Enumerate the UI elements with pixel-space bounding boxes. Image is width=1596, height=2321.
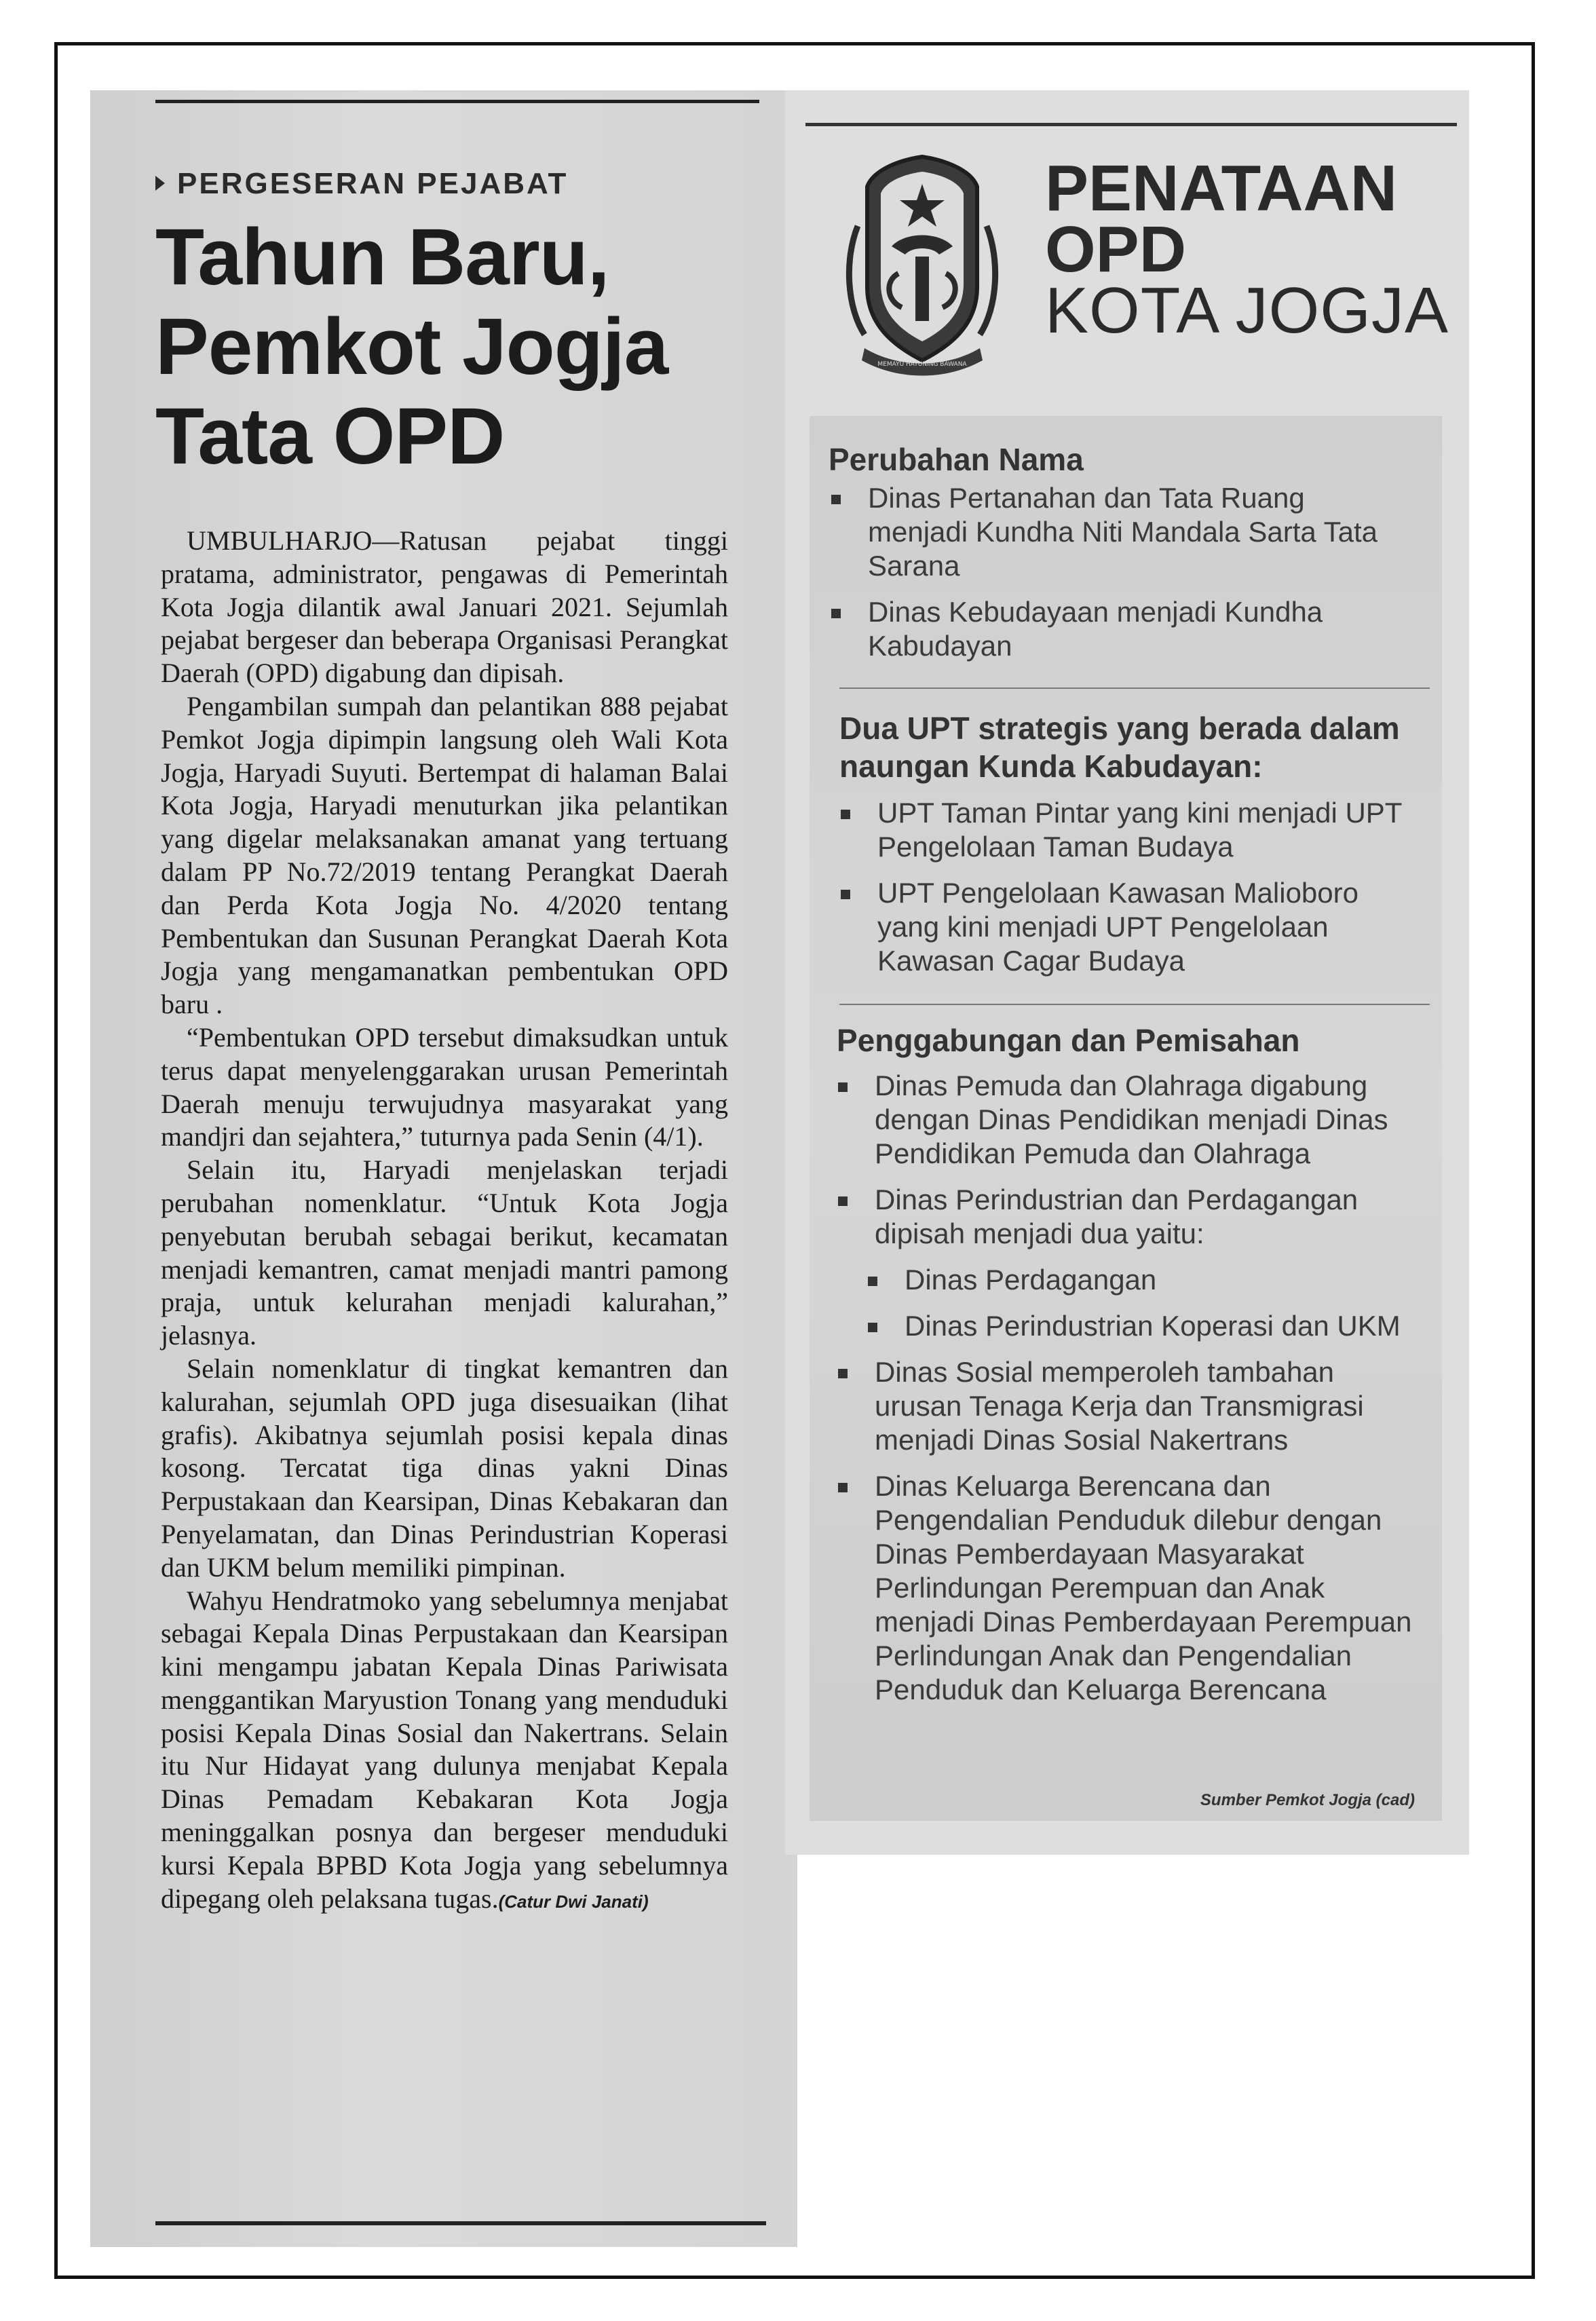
section-divider bbox=[839, 1004, 1430, 1005]
infographic-title bbox=[1045, 152, 1449, 347]
headline-line-2: Pemkot Jogja bbox=[155, 302, 668, 392]
top-rule bbox=[155, 100, 759, 103]
article-kicker bbox=[155, 167, 568, 201]
infographic-box bbox=[810, 416, 1442, 1821]
section-divider bbox=[839, 687, 1430, 689]
article-paragraph-3: “Pembentukan OPD tersebut dimaksudkan untuk terus dapat menyelenggarakan urusan Pemerintah Daerah menuju terwujudnya masyarakat yang mandjri dan sejahtera,” tuturnya pada Senin (4/1). bbox=[161, 1021, 728, 1152]
article-body bbox=[161, 525, 728, 1918]
source-credit: Sumber Pemkot Jogja (cad) bbox=[1200, 1791, 1415, 1809]
article-paragraph-6 bbox=[161, 1585, 728, 1919]
list-item: UPT Pengelolaan Kawasan Malioboro yang kini menjadi UPT Pengelolaan Kawasan Cagar Budaya bbox=[837, 876, 1407, 978]
kicker-text: PERGESERAN PEJABAT bbox=[177, 167, 569, 200]
list-item: Dinas Keluarga Berencana dan Pengendalian Penduduk dilebur dengan Dinas Pemberdayaan Masyarakat Perlindungan Perempuan dan Anak menjadi Dinas Pemberdayaan Perempuan Perlindungan Anak dan Pengendalian Penduduk dan Keluarga Berencana bbox=[834, 1469, 1418, 1707]
title-line-1: PENATAAN bbox=[1045, 152, 1398, 225]
list-item: UPT Taman Pintar yang kini menjadi UPT Pengelolaan Taman Budaya bbox=[837, 796, 1407, 864]
list-subitem: Dinas Perdagangan bbox=[834, 1263, 1418, 1297]
list-item: Dinas Sosial memperoleh tambahan urusan Tenaga Kerja dan Transmigrasi menjadi Dinas Sosial Nakertrans bbox=[834, 1355, 1418, 1457]
bottom-rule bbox=[155, 2221, 766, 2225]
triangle-icon bbox=[155, 176, 165, 191]
infographic-top-rule bbox=[805, 123, 1457, 126]
headline-line-1: Tahun Baru, bbox=[155, 212, 609, 302]
city-emblem-icon bbox=[837, 145, 1007, 396]
paragraph-6-text: Wahyu Hendratmoko yang sebelumnya menjabat sebagai Kepala Dinas Perpustakaan dan Kearsipan kini mengampu jabatan Kepala Dinas Pariwisata menggantikan Maryustion Tonang yang menduduki posisi Kepala Dinas Sosial dan Nakertrans. Selain itu Nur Hidayat yang dulunya menjabat Kepala Dinas Pemadam Kebakaran Kota Jogja meninggalkan posnya dan bergeser menduduki kursi Kepala BPBD Kota Jogja yang sebelumnya dipegang oleh pelaksana tugas. bbox=[161, 1585, 728, 1914]
section-title-dua-upt: Dua UPT strategis yang berada dalam naungan Kunda Kabudayan: bbox=[839, 711, 1400, 784]
title-line-3: KOTA JOGJA bbox=[1045, 274, 1449, 347]
article-paragraph-4: Selain itu, Haryadi menjelaskan terjadi perubahan nomenklatur. “Untuk Kota Jogja penyebutan berubah sebagai berikut, kecamatan menjadi kemantren, camat menjadi mantri pamong praja, untuk kelurahan menjadi kalurahan,” jelasnya. bbox=[161, 1154, 728, 1351]
section-title-perubahan-nama: Perubahan Nama bbox=[829, 442, 1084, 477]
section-list-penggabungan bbox=[834, 1069, 1418, 1719]
section-title-penggabungan: Penggabungan dan Pemisahan bbox=[837, 1023, 1300, 1058]
article-clipping bbox=[90, 90, 797, 2247]
title-line-2: OPD bbox=[1045, 213, 1187, 286]
list-item: Dinas Pertanahan dan Tata Ruang menjadi Kundha Niti Mandala Sarta Tata Sarana bbox=[827, 481, 1397, 583]
section-list-perubahan-nama bbox=[827, 481, 1397, 675]
article-headline bbox=[155, 212, 753, 481]
article-paragraph-5: Selain nomenklatur di tingkat kemantren dan kalurahan, sejumlah OPD juga disesuaikan (lihat grafis). Akibatnya sejumlah posisi kepala dinas kosong. Tercatat tiga dinas yakni Dinas Perpustakaan dan Kearsipan, Dinas Kebakaran dan Penyelamatan, dan Dinas Perindustrian Koperasi dan UKM belum memiliki pimpinan. bbox=[161, 1353, 728, 1583]
list-subitem: Dinas Perindustrian Koperasi dan UKM bbox=[834, 1309, 1418, 1343]
infographic-clipping bbox=[785, 90, 1469, 1855]
list-item: Dinas Kebudayaan menjadi Kundha Kabudayan bbox=[827, 595, 1397, 663]
list-item: Dinas Pemuda dan Olahraga digabung dengan Dinas Pendidikan menjadi Dinas Pendidikan Pemuda dan Olahraga bbox=[834, 1069, 1418, 1171]
list-item: Dinas Perindustrian dan Perdagangan dipisah menjadi dua yaitu: bbox=[834, 1183, 1418, 1251]
section-list-dua-upt bbox=[837, 796, 1407, 990]
headline-line-3: Tata OPD bbox=[155, 392, 505, 481]
emblem-motto: MEMAYU HAYUNING BAWANA bbox=[877, 361, 967, 368]
author-credit: (Catur Dwi Janati) bbox=[498, 1891, 649, 1912]
article-paragraph-1: UMBULHARJO—Ratusan pejabat tinggi pratama, administrator, pengawas di Pemerintah Kota Jogja dilantik awal Januari 2021. Sejumlah pejabat bergeser dan beberapa Organisasi Perangkat Daerah (OPD) digabung dan dipisah. bbox=[161, 525, 728, 689]
article-paragraph-2: Pengambilan sumpah dan pelantikan 888 pejabat Pemkot Jogja dipimpin langsung oleh Wali Kota Jogja, Haryadi Suyuti. Bertempat di halaman Balai Kota Jogja, Haryadi menuturkan jika pelantikan yang digelar melaksanakan amanat yang tertuang dalam PP No.72/2019 tentang Perangkat Daerah dan Perda Kota Jogja No. 4/2020 tentang Pembentukan dan Susunan Perangkat Daerah Kota Jogja yang mengamanatkan pembentukan OPD baru . bbox=[161, 690, 728, 1020]
